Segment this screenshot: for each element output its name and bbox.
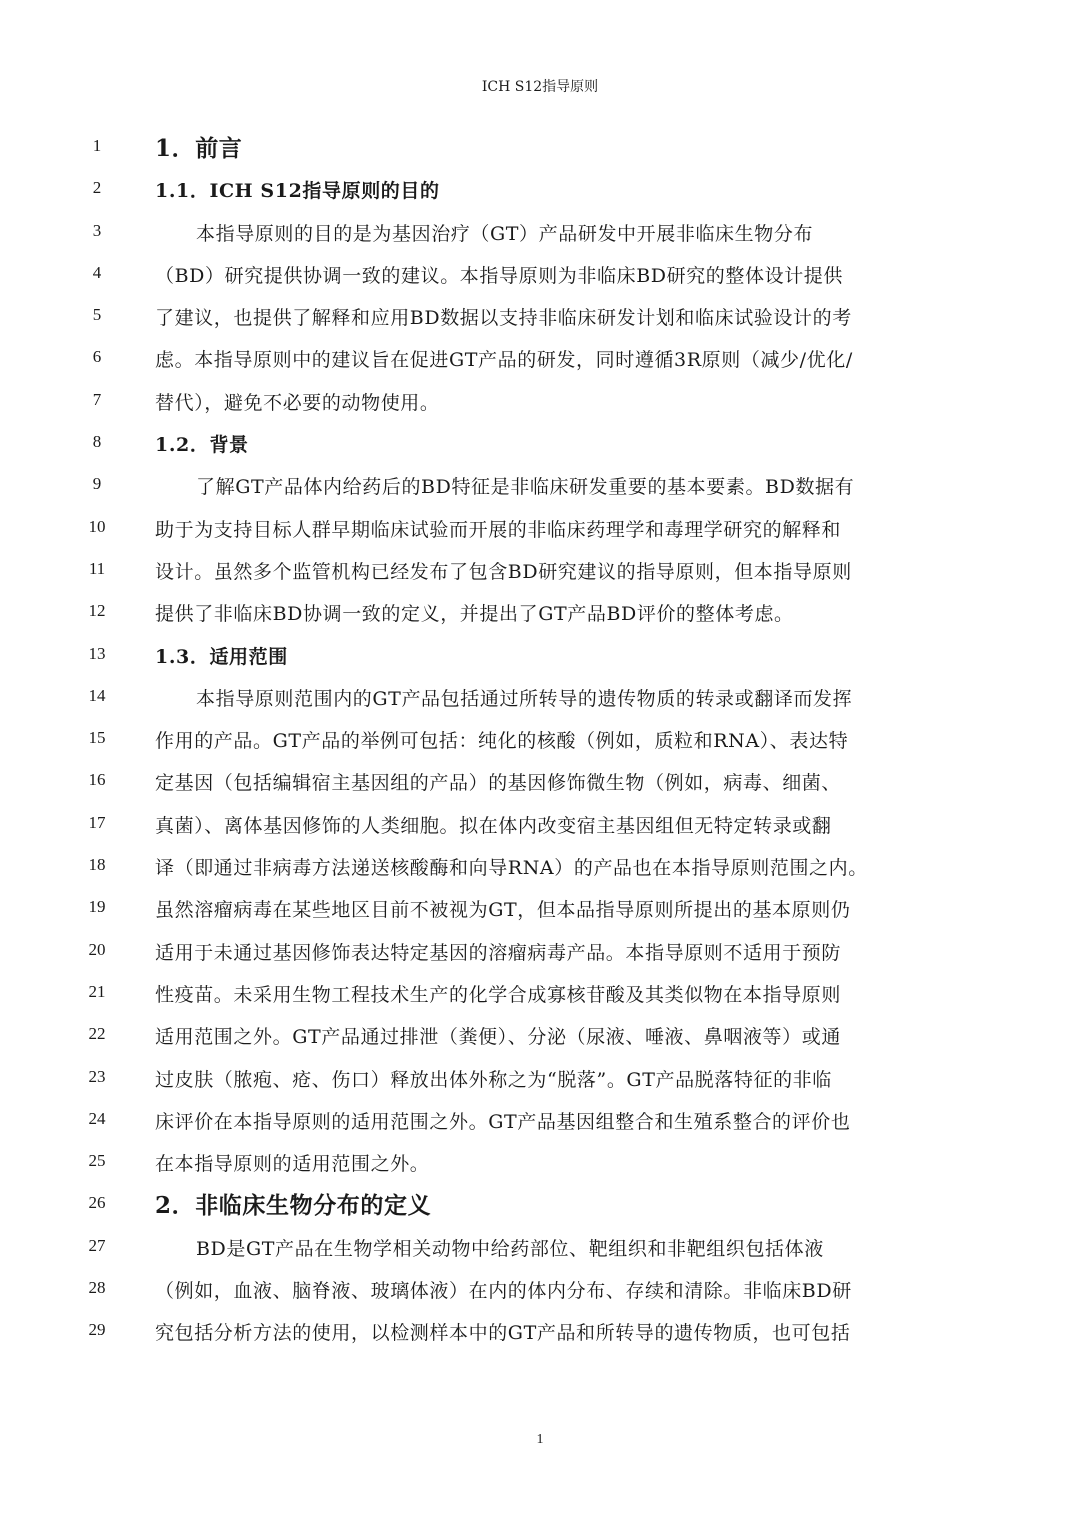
line-number: 16 bbox=[88, 770, 106, 790]
text-line bbox=[0, 1101, 1080, 1143]
text-line bbox=[0, 805, 1080, 847]
heading-text: 1.1．ICH S12指导原则的目的 bbox=[155, 180, 440, 203]
line-number: 13 bbox=[88, 643, 106, 663]
page-number: 1 bbox=[536, 1432, 544, 1447]
paragraph-text: 适用于未通过基因修饰表达特定基因的溶瘤病毒产品。本指导原则不适用于预防 bbox=[155, 941, 842, 964]
text-line bbox=[0, 255, 1080, 297]
text-line bbox=[0, 889, 1080, 931]
line-number: 17 bbox=[88, 812, 106, 832]
heading-text: 2．非临床生物分布的定义 bbox=[155, 1192, 432, 1220]
line-number: 6 bbox=[92, 347, 102, 367]
text-line bbox=[0, 720, 1080, 762]
line-number: 12 bbox=[88, 601, 106, 621]
line-number: 29 bbox=[88, 1320, 106, 1340]
line-number: 24 bbox=[88, 1108, 106, 1128]
paragraph-text: 定基因（包括编辑宿主基因组的产品）的基因修饰微生物（例如，病毒、细菌、 bbox=[155, 772, 842, 795]
line-number: 28 bbox=[88, 1278, 106, 1298]
line-number: 21 bbox=[88, 981, 106, 1001]
paragraph-text: 虑。本指导原则中的建议旨在促进GT产品的研发，同时遵循3R原则（减少/优化/ bbox=[155, 349, 853, 372]
text-line bbox=[0, 1270, 1080, 1312]
paragraph-text: （例如，血液、脑脊液、玻璃体液）在内的体内分布、存续和清除。非临床BD研 bbox=[155, 1280, 852, 1303]
paragraph-text: 了建议，也提供了解释和应用BD数据以支持非临床研发计划和临床试验设计的考 bbox=[155, 307, 852, 330]
text-line bbox=[0, 1059, 1080, 1101]
text-line bbox=[0, 593, 1080, 635]
line-number: 22 bbox=[88, 1024, 106, 1044]
line-number: 5 bbox=[92, 305, 102, 325]
paragraph-text: 适用范围之外。GT产品通过排泄（粪便）、分泌（尿液、唾液、鼻咽液等）或通 bbox=[155, 1026, 841, 1049]
text-line bbox=[0, 466, 1080, 508]
line-number: 20 bbox=[88, 939, 106, 959]
line-number: 3 bbox=[92, 220, 102, 240]
line-number: 4 bbox=[92, 262, 102, 282]
section-heading-line bbox=[0, 128, 1080, 170]
line-number: 18 bbox=[88, 855, 106, 875]
text-line bbox=[0, 551, 1080, 593]
line-number: 10 bbox=[88, 516, 106, 536]
document-body bbox=[0, 128, 1080, 1355]
page-header: ICH S12指导原则 bbox=[481, 79, 599, 95]
line-number: 9 bbox=[92, 474, 102, 494]
text-line bbox=[0, 974, 1080, 1016]
text-line bbox=[0, 678, 1080, 720]
line-number: 23 bbox=[88, 1066, 106, 1086]
paragraph-text: 替代），避免不必要的动物使用。 bbox=[155, 391, 440, 414]
line-number: 7 bbox=[92, 389, 102, 409]
line-number: 15 bbox=[88, 728, 106, 748]
paragraph-text: 提供了非临床BD协调一致的定义，并提出了GT产品BD评价的整体考虑。 bbox=[155, 603, 794, 626]
paragraph-text: 本指导原则的目的是为基因治疗（GT）产品研发中开展非临床生物分布 bbox=[196, 222, 814, 245]
text-line bbox=[0, 1312, 1080, 1354]
text-line bbox=[0, 847, 1080, 889]
paragraph-text: 设计。虽然多个监管机构已经发布了包含BD研究建议的指导原则，但本指导原则 bbox=[155, 560, 852, 583]
paragraph-text: 虽然溶瘤病毒在某些地区目前不被视为GT，但本品指导原则所提出的基本原则仍 bbox=[155, 899, 851, 922]
text-line bbox=[0, 382, 1080, 424]
text-line bbox=[0, 1016, 1080, 1058]
paragraph-text: 助于为支持目标人群早期临床试验而开展的非临床药理学和毒理学研究的解释和 bbox=[155, 518, 842, 541]
text-line bbox=[0, 213, 1080, 255]
heading-text: 1.2．背景 bbox=[155, 434, 249, 457]
paragraph-text: 了解GT产品体内给药后的BD特征是非临床研发重要的基本要素。BD数据有 bbox=[196, 476, 855, 499]
line-number: 14 bbox=[88, 685, 106, 705]
paragraph-text: 在本指导原则的适用范围之外。 bbox=[155, 1153, 430, 1176]
line-number: 26 bbox=[88, 1193, 106, 1213]
line-number: 2 bbox=[92, 178, 102, 198]
paragraph-text: BD是GT产品在生物学相关动物中给药部位、靶组织和非靶组织包括体液 bbox=[196, 1237, 824, 1260]
heading-text: 1．前言 bbox=[155, 135, 243, 162]
paragraph-text: 作用的产品。GT产品的举例可包括：纯化的核酸（例如，质粒和RNA）、表达特 bbox=[155, 730, 849, 753]
paragraph-text: 究包括分析方法的使用，以检测样本中的GT产品和所转导的遗传物质，也可包括 bbox=[155, 1322, 851, 1345]
text-line bbox=[0, 509, 1080, 551]
paragraph-text: 过皮肤（脓疱、疮、伤口）释放出体外称之为“脱落”。GT产品脱落特征的非临 bbox=[155, 1068, 832, 1091]
line-number: 25 bbox=[88, 1151, 106, 1171]
section-heading-line bbox=[0, 1185, 1080, 1227]
text-line bbox=[0, 339, 1080, 381]
section-heading-line bbox=[0, 170, 1080, 212]
paragraph-text: 真菌）、离体基因修饰的人类细胞。拟在体内改变宿主基因组但无特定转录或翻 bbox=[155, 814, 832, 837]
line-number: 1 bbox=[92, 136, 102, 155]
text-line bbox=[0, 1228, 1080, 1270]
text-line bbox=[0, 932, 1080, 974]
text-line bbox=[0, 1143, 1080, 1185]
paragraph-text: 床评价在本指导原则的适用范围之外。GT产品基因组整合和生殖系整合的评价也 bbox=[155, 1110, 851, 1133]
paragraph-text: 本指导原则范围内的GT产品包括通过所转导的遗传物质的转录或翻译而发挥 bbox=[196, 687, 853, 710]
line-number: 19 bbox=[88, 897, 106, 917]
line-number: 27 bbox=[88, 1235, 106, 1255]
paragraph-text: 性疫苗。未采用生物工程技术生产的化学合成寡核苷酸及其类似物在本指导原则 bbox=[155, 983, 842, 1006]
line-number: 11 bbox=[88, 558, 106, 578]
line-number: 8 bbox=[92, 432, 102, 452]
section-heading-line bbox=[0, 636, 1080, 678]
text-line bbox=[0, 762, 1080, 804]
paragraph-text: 译（即通过非病毒方法递送核酸酶和向导RNA）的产品也在本指导原则范围之内。 bbox=[155, 857, 868, 880]
paragraph-text: （BD）研究提供协调一致的建议。本指导原则为非临床BD研究的整体设计提供 bbox=[155, 264, 843, 287]
heading-text: 1.3．适用范围 bbox=[155, 645, 288, 668]
text-line bbox=[0, 297, 1080, 339]
section-heading-line bbox=[0, 424, 1080, 466]
